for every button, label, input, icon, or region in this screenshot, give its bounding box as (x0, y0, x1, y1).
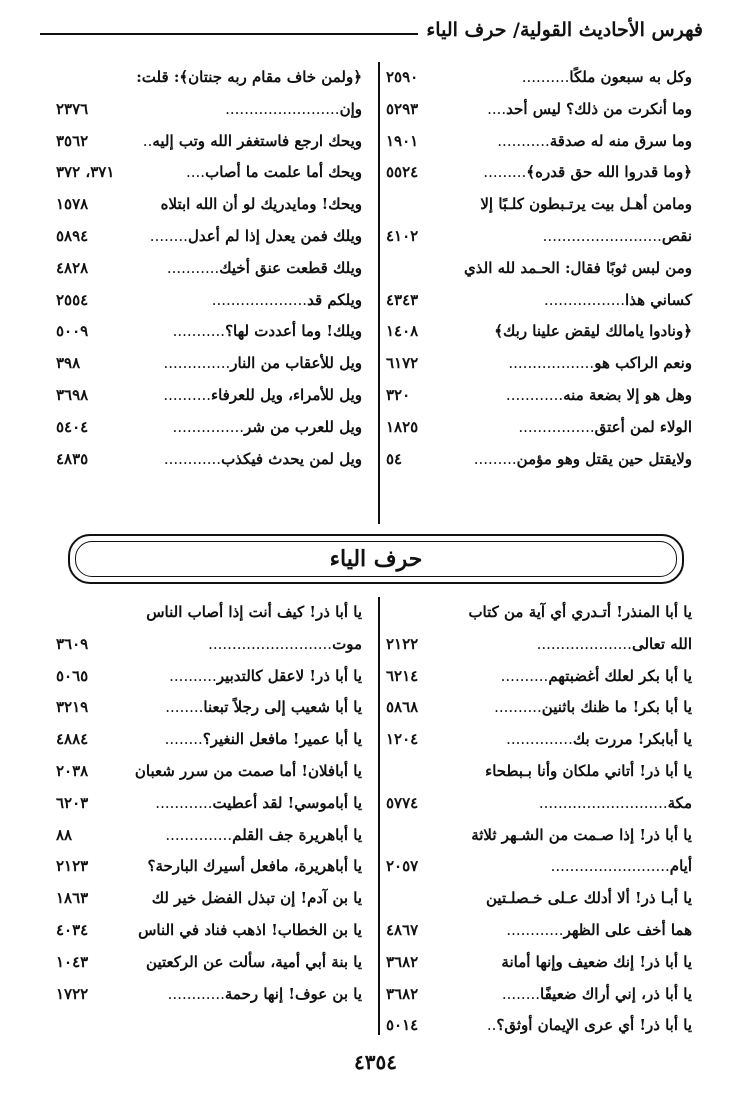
entry-phrase: ويل للأعقاب من النار (230, 354, 362, 373)
section-banner (68, 534, 684, 584)
index-entry (386, 692, 692, 724)
entry-text (483, 157, 692, 189)
bottom-index-block (56, 597, 692, 1035)
entry-phrase: ﴿ونادوا يامالك ليقض علينا ربك﴾ (494, 322, 692, 341)
index-entry (56, 126, 362, 158)
entry-phrase: وهل هو إلا بضعة منه (563, 385, 692, 404)
entry-number: ٣٦٨٢ (386, 952, 419, 971)
index-entry (56, 444, 362, 476)
entry-text (485, 756, 692, 788)
entry-text (147, 851, 362, 883)
leader-dots: ........... (497, 131, 550, 150)
entry-number: ١٤٠٨ (386, 322, 419, 341)
entry-phrase: يا أبا ذر! إنك ضعيف وإنها أمانة (501, 952, 692, 971)
entry-text (522, 62, 692, 94)
index-entry (56, 724, 362, 756)
entry-text (497, 126, 692, 158)
entry-text (164, 444, 362, 476)
index-entry (56, 253, 362, 285)
leader-dots: .................. (508, 354, 595, 373)
entry-text (494, 316, 692, 348)
entry-number: ١٢٠٤ (386, 730, 419, 749)
entry-phrase: يا أبا عمير! مافعل النغير؟ (202, 730, 362, 749)
entry-text (551, 851, 692, 883)
entry-number: ٤٨٦٧ (386, 920, 419, 939)
leader-dots: ........ (164, 730, 203, 749)
entry-text (138, 915, 362, 947)
leader-dots: .................... (211, 290, 308, 309)
entry-phrase: يا أبا بكر! ما ظنك باثنين (541, 698, 692, 717)
leader-dots: ........... (166, 258, 220, 277)
entry-number: ٣٢٠ (386, 385, 411, 404)
entry-number: ١٨٢٥ (386, 417, 419, 436)
entry-text (506, 724, 692, 756)
leader-dots: ........................ (225, 99, 340, 118)
entry-text (165, 820, 362, 852)
entry-number: ٣٦٩٨ (56, 385, 89, 404)
entry-number: ٤٨٢٨ (56, 258, 89, 277)
index-entry (56, 348, 362, 380)
entry-number: ٢١٢٣ (56, 857, 89, 876)
entry-text (508, 348, 692, 380)
leader-dots: ............... (172, 417, 245, 436)
leader-dots: .......... (494, 698, 542, 717)
entry-number: ٦٢٠٣ (56, 793, 89, 812)
entry-text (486, 883, 692, 915)
entry-text (494, 692, 692, 724)
entry-text (163, 380, 362, 412)
entry-text (150, 221, 362, 253)
entry-number: ٥٤٠٤ (56, 417, 89, 436)
entry-phrase: وما أنكرت من ذلك؟ ليس أحد (506, 99, 692, 118)
index-entry (386, 189, 692, 221)
entry-phrase: يا أبا ذر! كيف أنت إذا أصاب الناس (146, 603, 362, 621)
entry-number: ٤٨٨٤ (56, 730, 89, 749)
entry-phrase: يا أبافلان! أما صمت من سرر شعبان (134, 761, 362, 780)
entry-text (167, 253, 362, 285)
leader-dots: ......................... (550, 857, 670, 876)
index-entry (386, 883, 692, 915)
entry-number: ٣٥٦٢ (56, 131, 89, 150)
entry-phrase: ﴿ولمن خاف مقام ربه جنتان﴾: قلت: (136, 68, 362, 86)
entry-number: ٣٩٨ (56, 354, 81, 373)
index-entry (386, 253, 692, 285)
index-entry (56, 915, 362, 947)
leader-dots: ............ (505, 385, 564, 404)
index-entry (56, 820, 362, 852)
entry-phrase: كساني هذا (625, 290, 692, 309)
entry-phrase: يا أبا ذر! أي عرى الإيمان أوثق؟ (496, 1016, 692, 1035)
entry-number: ٤٨٣٥ (56, 449, 89, 468)
entry-text (146, 947, 362, 979)
index-entry (386, 979, 692, 1011)
leader-dots: .................... (536, 634, 632, 653)
index-entry (56, 947, 362, 979)
entry-phrase: وما سرق منه له صدقة (549, 131, 692, 150)
entry-number: ٢٥٥٤ (56, 290, 89, 309)
index-entry (386, 412, 692, 444)
entry-phrase: ويل للعرب من شر (244, 417, 362, 436)
leader-dots: ............ (167, 984, 225, 1003)
header-rule (40, 33, 418, 35)
entry-number: ٥٥٢٤ (386, 163, 419, 182)
entry-text (186, 157, 362, 189)
entry-text (480, 189, 692, 221)
entry-phrase: يا أبا ذر! أتاني ملكان وأنا بـبطحاء (485, 761, 692, 780)
entry-text (135, 756, 362, 788)
entry-phrase: يا أباهريرة، مافعل أسيرك البارحة؟ (147, 857, 362, 876)
header-title: فهرس الأحاديث القولية/ حرف الياء (426, 19, 703, 41)
entry-phrase: ويحك أما علمت ما أصاب (205, 163, 362, 182)
running-header (40, 14, 703, 42)
entry-text (152, 883, 362, 915)
index-entry (386, 820, 692, 852)
entry-number: ٣٦٨٢ (386, 984, 419, 1003)
entry-phrase: مكة (667, 793, 692, 812)
entry-phrase: ونعم الراكب هو (594, 354, 692, 373)
page-number: ٤٣٥٤ (354, 1050, 397, 1074)
entry-text (544, 285, 692, 317)
index-entry (56, 661, 362, 693)
leader-dots: .. (486, 1016, 497, 1035)
entry-text (212, 285, 362, 317)
top-left-column (56, 62, 362, 475)
index-entry (386, 915, 692, 947)
index-entry (386, 348, 692, 380)
entry-number: ١٥٧٨ (56, 195, 89, 214)
leader-dots: ........ (165, 698, 204, 717)
leader-dots: ......... (473, 449, 517, 468)
entry-number: ٣٧١، ٣٧٢ (56, 163, 115, 182)
entry-text (165, 692, 362, 724)
entry-number: ٢٠٣٨ (56, 761, 89, 780)
index-entry (56, 412, 362, 444)
index-entry (56, 316, 362, 348)
index-entry (386, 597, 692, 629)
entry-phrase: يا أبا ذر! لاعقل كالتدبير (216, 666, 362, 685)
entry-phrase: موت (332, 634, 362, 653)
index-entry (386, 380, 692, 412)
column-divider (378, 62, 380, 524)
entry-phrase: ويلك قطعت عنق أخيك (219, 258, 362, 277)
entry-text (225, 94, 362, 126)
entry-text (537, 629, 692, 661)
top-right-column (386, 62, 692, 475)
bottom-right-column (386, 597, 692, 1042)
entry-phrase: ويل للأمراء، ويل للعرفاء (211, 385, 362, 404)
entry-number: ٥٤ (386, 449, 403, 468)
entry-number: ٦٢١٤ (386, 666, 419, 685)
leader-dots: ................ (518, 417, 595, 436)
entry-phrase: ﴿وما قدروا الله حق قدره﴾ (526, 163, 692, 182)
entry-text (506, 380, 692, 412)
index-entry (386, 126, 692, 158)
bottom-left-column (56, 597, 362, 1010)
entry-text (464, 253, 692, 285)
entry-number: ٥٠٦٥ (56, 666, 89, 685)
entry-phrase: أيام (669, 857, 692, 876)
index-entry (56, 883, 362, 915)
entry-phrase: يا بن الخطاب! اذهب فناد في الناس (138, 920, 362, 939)
leader-dots: ........ (149, 226, 188, 245)
entry-phrase: يا بن عوف! إنها رحمة (224, 984, 362, 1003)
entry-text (471, 820, 692, 852)
entry-phrase: يا أبا شعيب إلى رجلاً تبعنا (203, 698, 362, 717)
index-entry (386, 444, 692, 476)
entry-number: ٣٦٠٩ (56, 634, 89, 653)
index-entry (386, 661, 692, 693)
index-entry (56, 756, 362, 788)
leader-dots: ................. (543, 290, 626, 309)
entry-number: ٥٠١٤ (386, 1016, 419, 1035)
entry-number: ٢٠٥٧ (386, 857, 419, 876)
entry-phrase: يا بنة أبي أمية، سألت عن الركعتين (146, 952, 362, 971)
index-entry (386, 788, 692, 820)
leader-dots: ........... (172, 322, 226, 341)
entry-phrase: يا أبا ذر، إني أراك ضعيفًا (540, 984, 692, 1003)
leader-dots: .......... (169, 666, 217, 685)
entry-number: ٢٥٩٠ (386, 68, 419, 86)
entry-text (173, 412, 362, 444)
entry-text (501, 661, 692, 693)
leader-dots: .......................... (208, 634, 333, 653)
entry-number: ٦١٧٢ (386, 354, 419, 373)
entry-phrase: ويلك! وما أعددت لها؟ (225, 322, 362, 341)
index-entry (56, 629, 362, 661)
index-entry (386, 157, 692, 189)
entry-phrase: الولاء لمن أعتق (594, 417, 692, 436)
section-title: حرف الياء (329, 546, 423, 572)
leader-dots: .... (186, 163, 206, 182)
leader-dots: .............. (163, 354, 231, 373)
entry-text (487, 94, 692, 126)
index-entry (56, 851, 362, 883)
entry-phrase: الله تعالى (631, 634, 692, 653)
entry-text (543, 221, 692, 253)
entry-text (155, 788, 362, 820)
index-entry (56, 94, 362, 126)
entry-text (208, 629, 362, 661)
entry-text (539, 788, 692, 820)
entry-text (165, 724, 362, 756)
entry-text (136, 62, 362, 94)
entry-text (146, 597, 362, 629)
entry-phrase: يا أبابكر! مررت بك (572, 730, 692, 749)
entry-number: ٣٢١٩ (56, 698, 89, 717)
index-entry (56, 380, 362, 412)
entry-number: ٥٨٩٤ (56, 226, 89, 245)
index-entry (56, 285, 362, 317)
entry-text (518, 412, 692, 444)
leader-dots: .......... (500, 666, 549, 685)
index-entry (386, 756, 692, 788)
entry-text (487, 1010, 692, 1042)
leader-dots: ........ (501, 984, 541, 1003)
index-entry (56, 189, 362, 221)
entry-text (501, 947, 692, 979)
entry-phrase: يا أباموسي! لقد أعطيت (212, 793, 362, 812)
leader-dots: .............. (165, 825, 233, 844)
entry-phrase: نقص (661, 226, 692, 245)
leader-dots: ............ (506, 920, 564, 939)
index-entry (386, 851, 692, 883)
entry-phrase: وإن (339, 99, 362, 118)
entry-text (506, 915, 692, 947)
index-entry (386, 94, 692, 126)
index-entry (56, 979, 362, 1011)
index-entry (386, 1010, 692, 1042)
entry-number: ٥٢٩٣ (386, 99, 419, 118)
entry-phrase: ومامن أهـل بيت يرتـبطون كلـبًا إلا (480, 195, 692, 214)
entry-number: ٨٨ (56, 825, 73, 844)
entry-text (468, 597, 692, 629)
entry-number: ١٨٦٣ (56, 889, 89, 908)
index-entry (386, 724, 692, 756)
index-entry (56, 788, 362, 820)
entry-number: ٤٣٤٣ (386, 290, 419, 309)
index-entry (56, 221, 362, 253)
entry-number: ٥٠٠٩ (56, 322, 89, 341)
index-entry (386, 221, 692, 253)
leader-dots: ......... (483, 163, 527, 182)
entry-phrase: يا أبا ذر! إذا صـمت من الشـهر ثلاثة (471, 825, 692, 844)
entry-phrase: يا أبـا ذر! ألا أدلك عـلى خـصلـتين (486, 889, 692, 908)
index-entry (56, 62, 362, 94)
entry-phrase: ولايقتل حين يقتل وهو مؤمن (516, 449, 692, 468)
column-divider (378, 597, 380, 1035)
index-entry (56, 157, 362, 189)
entry-text (502, 979, 692, 1011)
entry-phrase: هما أخف على الظهر (563, 920, 692, 939)
entry-phrase: ومن لبس ثوبًا فقال: الحـمد لله الذي (464, 258, 692, 277)
leader-dots: .......... (521, 68, 570, 86)
entry-text (169, 661, 362, 693)
entry-text (164, 348, 363, 380)
entry-phrase: يا أبا بكر لعلك أغضبتهم (548, 666, 692, 685)
entry-number: ١٠٤٣ (56, 952, 89, 971)
index-entry (386, 316, 692, 348)
entry-phrase: ويحك! ومايدريك لو أن الله ابتلاه (160, 195, 362, 214)
entry-phrase: ويلك فمن يعدل إذا لم أعدل (187, 226, 362, 245)
index-entry (386, 62, 692, 94)
entry-text (143, 126, 362, 158)
leader-dots: .............. (506, 730, 573, 749)
entry-number: ٥٨٦٨ (386, 698, 419, 717)
entry-phrase: يا أباهريرة جف القلم (232, 825, 362, 844)
leader-dots: .... (487, 99, 507, 118)
entry-text (173, 316, 362, 348)
entry-number: ٢١٢٢ (386, 634, 419, 653)
leader-dots: ............ (163, 449, 222, 468)
entry-phrase: ويحك ارجع فاستغفر الله وتب إليه (152, 131, 362, 150)
index-entry (386, 629, 692, 661)
leader-dots: ........................... (538, 793, 668, 812)
section-banner-frame (75, 541, 677, 577)
entry-number: ٤٠٣٤ (56, 920, 89, 939)
entry-number: ٤١٠٢ (386, 226, 419, 245)
index-entry (386, 285, 692, 317)
index-entry (56, 597, 362, 629)
entry-phrase: ويل لمن يحدث فيكذب (221, 449, 362, 468)
entry-phrase: ويلكم قد (307, 290, 362, 309)
entry-text (161, 189, 362, 221)
leader-dots: ............ (155, 793, 213, 812)
leader-dots: .......... (163, 385, 212, 404)
entry-phrase: يا أبا المنذر! أتـدري أي آية من كتاب (468, 603, 692, 621)
entry-number: ٢٣٧٦ (56, 99, 89, 118)
entry-phrase: يا بن آدم! إن تبذل الفضل خير لك (151, 889, 362, 908)
entry-number: ١٩٠١ (386, 131, 419, 150)
entry-number: ١٧٢٢ (56, 984, 89, 1003)
top-index-block (56, 62, 692, 524)
entry-text (168, 979, 362, 1011)
leader-dots: ......................... (542, 226, 662, 245)
index-entry (386, 947, 692, 979)
index-entry (56, 692, 362, 724)
leader-dots: .. (142, 131, 153, 150)
entry-phrase: وكل به سبعون ملكًا (569, 68, 692, 86)
entry-text (474, 444, 692, 476)
entry-number: ٥٧٧٤ (386, 793, 419, 812)
